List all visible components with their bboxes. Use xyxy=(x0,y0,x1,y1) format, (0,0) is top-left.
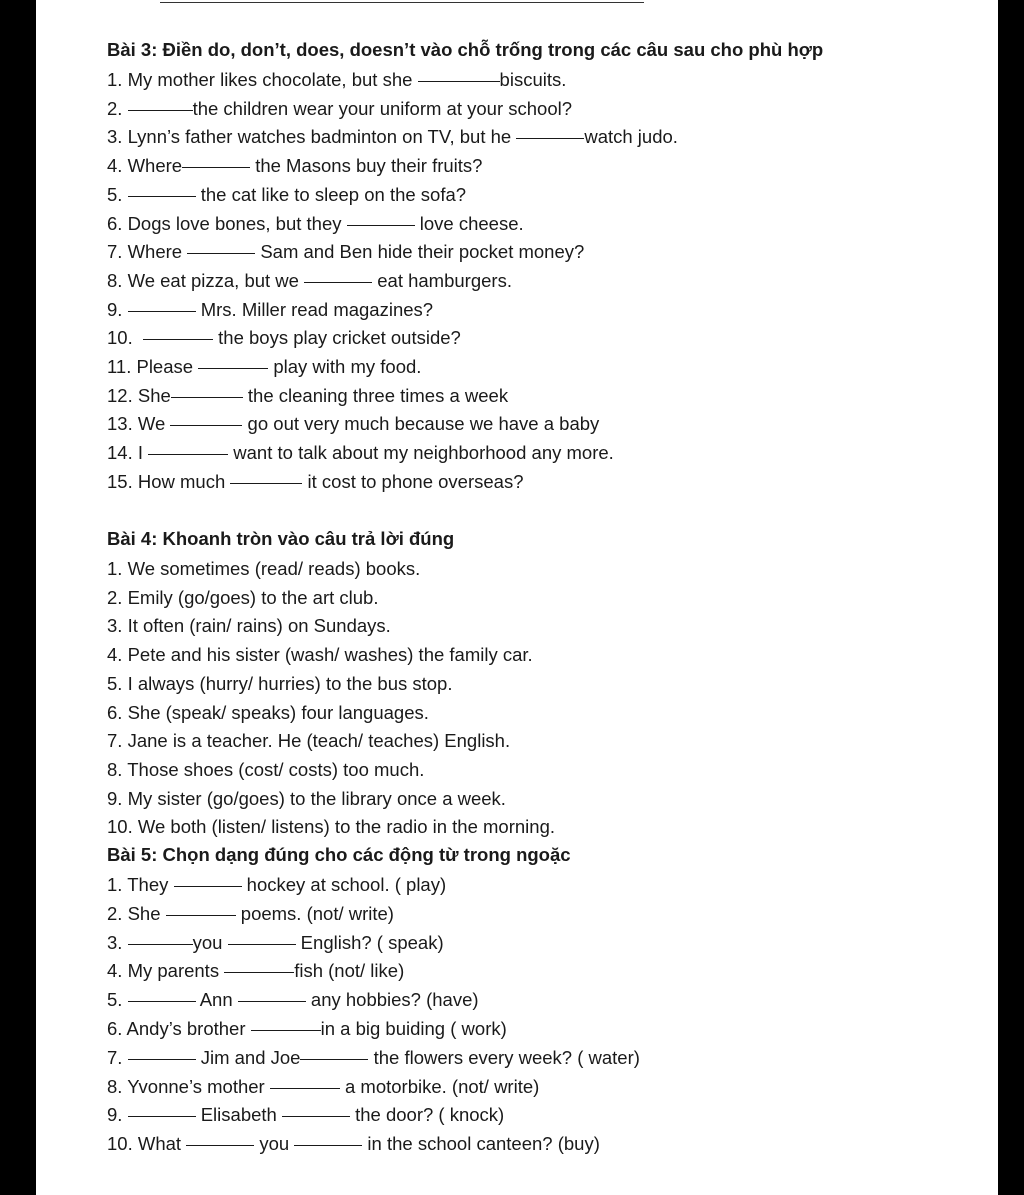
item-text: love cheese. xyxy=(414,212,524,234)
bai4-item: 9. My sister (go/goes) to the library once a week. xyxy=(107,787,506,809)
item-text: 8. We eat pizza, but we xyxy=(107,269,305,291)
bai4-heading: Bài 4: Khoanh tròn vào câu trả lời đúng xyxy=(107,528,455,549)
item-text: 15. How much xyxy=(107,470,231,492)
item-text: you xyxy=(192,931,228,953)
item-text: hockey at school. ( play) xyxy=(241,874,447,895)
bai3-item xyxy=(107,181,466,209)
item-text: a motorbike. (not/ write) xyxy=(339,1075,540,1097)
item-text: in the school canteen? (buy) xyxy=(362,1133,600,1155)
bai5-item xyxy=(107,1130,600,1158)
item-text: eat hamburgers. xyxy=(372,269,512,291)
answer-blank[interactable] xyxy=(166,914,236,916)
item-text: the children wear your uniform at your school? xyxy=(192,97,573,119)
item-text: the Masons buy their fruits? xyxy=(250,155,483,177)
answer-blank[interactable] xyxy=(128,310,196,312)
item-text: 9. xyxy=(107,298,128,320)
answer-blank[interactable] xyxy=(128,1000,196,1002)
bai4-item: 10. We both (listen/ listens) to the radio in the morning. xyxy=(107,816,556,838)
item-text: 9. xyxy=(107,1104,128,1126)
bai5-item xyxy=(107,986,479,1014)
item-text: the cleaning three times a week xyxy=(242,384,509,406)
item-text: Elisabeth xyxy=(195,1104,282,1126)
item-text: the boys play cricket outside? xyxy=(213,327,461,349)
answer-blank[interactable] xyxy=(187,252,255,254)
bai5-item xyxy=(107,1101,504,1129)
item-text: English? ( speak) xyxy=(295,931,444,953)
worksheet-page xyxy=(36,0,998,1195)
answer-blank[interactable] xyxy=(228,943,296,945)
item-text: go out very much because we have a baby xyxy=(242,413,600,435)
bai4-item: 7. Jane is a teacher. He (teach/ teaches) English. xyxy=(107,730,511,752)
item-text: 1. They xyxy=(107,874,174,895)
item-text: Sam and Ben hide their pocket money? xyxy=(255,241,585,263)
bai3-item xyxy=(107,238,584,266)
answer-blank[interactable] xyxy=(300,1058,368,1060)
answer-blank[interactable] xyxy=(230,482,302,484)
bai4-item: 3. It often (rain/ rains) on Sundays. xyxy=(107,615,391,637)
item-text: 6. Dogs love bones, but they xyxy=(107,212,347,234)
answer-blank[interactable] xyxy=(304,281,372,283)
item-text: 5. xyxy=(107,989,128,1011)
answer-blank[interactable] xyxy=(198,367,268,369)
bai3-item xyxy=(107,66,566,94)
bai4-item: 1. We sometimes (read/ reads) books. xyxy=(107,558,421,579)
bai3-item xyxy=(107,439,614,467)
item-text: 1. My mother likes chocolate, but she xyxy=(107,69,418,90)
item-text: the door? ( knock) xyxy=(349,1104,505,1126)
bai3-item xyxy=(107,324,461,352)
answer-blank[interactable] xyxy=(171,396,243,398)
bai4-item: 4. Pete and his sister (wash/ washes) the family car. xyxy=(107,644,533,666)
bai3-item xyxy=(107,410,599,438)
bai3-heading: Bài 3: Điền do, don’t, does, doesn’t vào chỗ trống trong các câu sau cho phù hợp xyxy=(107,39,824,60)
item-text: 13. We xyxy=(107,413,171,435)
item-text: 10. xyxy=(107,327,143,349)
answer-blank[interactable] xyxy=(224,971,294,973)
item-text: play with my food. xyxy=(268,356,422,377)
item-text: 4. Where xyxy=(107,155,183,177)
bai3-item xyxy=(107,468,524,496)
bai5-item xyxy=(107,929,444,957)
bai5-item xyxy=(107,1073,539,1101)
item-text: 11. Please xyxy=(107,356,199,377)
answer-blank[interactable] xyxy=(128,1115,196,1117)
bai4-item: 2. Emily (go/goes) to the art club. xyxy=(107,586,379,608)
item-text: Ann xyxy=(195,989,238,1011)
item-text: 14. I xyxy=(107,442,149,464)
bai4-item: 8. Those shoes (cost/ costs) too much. xyxy=(107,758,425,780)
item-text: in a big buiding ( work) xyxy=(320,1018,507,1039)
item-text: 12. She xyxy=(107,384,171,406)
item-text: Mrs. Miller read magazines? xyxy=(195,298,434,320)
answer-blank[interactable] xyxy=(128,1058,196,1060)
item-text: the flowers every week? ( water) xyxy=(368,1046,640,1068)
item-text: 2. xyxy=(107,97,128,119)
bai5-item xyxy=(107,900,394,928)
bai3-item xyxy=(107,267,512,295)
item-text: poems. (not/ write) xyxy=(235,902,394,924)
answer-blank[interactable] xyxy=(418,80,500,82)
item-text: watch judo. xyxy=(584,126,678,148)
answer-blank[interactable] xyxy=(347,224,415,226)
item-text: fish (not/ like) xyxy=(294,960,405,982)
bai3-item xyxy=(107,95,572,123)
item-text: want to talk about my neighborhood any more. xyxy=(228,442,614,464)
bai5-item xyxy=(107,1015,507,1043)
item-text: 6. Andy’s brother xyxy=(107,1018,251,1039)
answer-blank[interactable] xyxy=(128,943,193,945)
bai4-item: 6. She (speak/ speaks) four languages. xyxy=(107,701,429,723)
answer-blank[interactable] xyxy=(170,424,242,426)
answer-blank[interactable] xyxy=(128,195,196,197)
bai3-item xyxy=(107,123,678,151)
answer-blank[interactable] xyxy=(186,1144,254,1146)
item-text: Jim and Joe xyxy=(195,1046,301,1068)
bai3-item xyxy=(107,353,421,381)
bai3-item xyxy=(107,152,482,180)
answer-blank[interactable] xyxy=(238,1000,306,1002)
item-text: 10. What xyxy=(107,1133,187,1155)
item-text: 3. Lynn’s father watches badminton on TV, but he xyxy=(107,126,517,148)
item-text: the cat like to sleep on the sofa? xyxy=(195,183,467,205)
bai5-item xyxy=(107,871,446,899)
item-text: any hobbies? (have) xyxy=(305,989,479,1011)
bai3-item xyxy=(107,210,524,238)
item-text: 2. She xyxy=(107,902,166,924)
answer-blank[interactable] xyxy=(174,885,242,887)
item-text: 8. Yvonne’s mother xyxy=(107,1075,270,1097)
bai5-item xyxy=(107,957,404,985)
answer-blank[interactable] xyxy=(516,137,584,139)
answer-blank[interactable] xyxy=(270,1087,340,1089)
item-text: 4. My parents xyxy=(107,960,225,982)
answer-blank[interactable] xyxy=(282,1115,350,1117)
bai5-item xyxy=(107,1044,640,1072)
bai4-item: 5. I always (hurry/ hurries) to the bus stop. xyxy=(107,672,453,694)
item-text: 7. Where xyxy=(107,241,188,263)
item-text: 7. xyxy=(107,1046,128,1068)
item-text: biscuits. xyxy=(499,69,567,90)
bai3-item xyxy=(107,296,433,324)
bai3-item xyxy=(107,382,508,410)
answer-blank[interactable] xyxy=(294,1144,362,1146)
item-text: it cost to phone overseas? xyxy=(302,470,524,492)
answer-blank[interactable] xyxy=(143,338,213,340)
answer-blank[interactable] xyxy=(128,109,193,111)
bai5-heading: Bài 5: Chọn dạng đúng cho các động từ trong ngoặc xyxy=(107,844,571,865)
answer-blank[interactable] xyxy=(251,1029,321,1031)
top-rule xyxy=(160,2,644,3)
item-text: you xyxy=(254,1133,295,1155)
answer-blank[interactable] xyxy=(182,166,250,168)
answer-blank[interactable] xyxy=(148,453,228,455)
item-text: 5. xyxy=(107,183,128,205)
item-text: 3. xyxy=(107,931,128,953)
